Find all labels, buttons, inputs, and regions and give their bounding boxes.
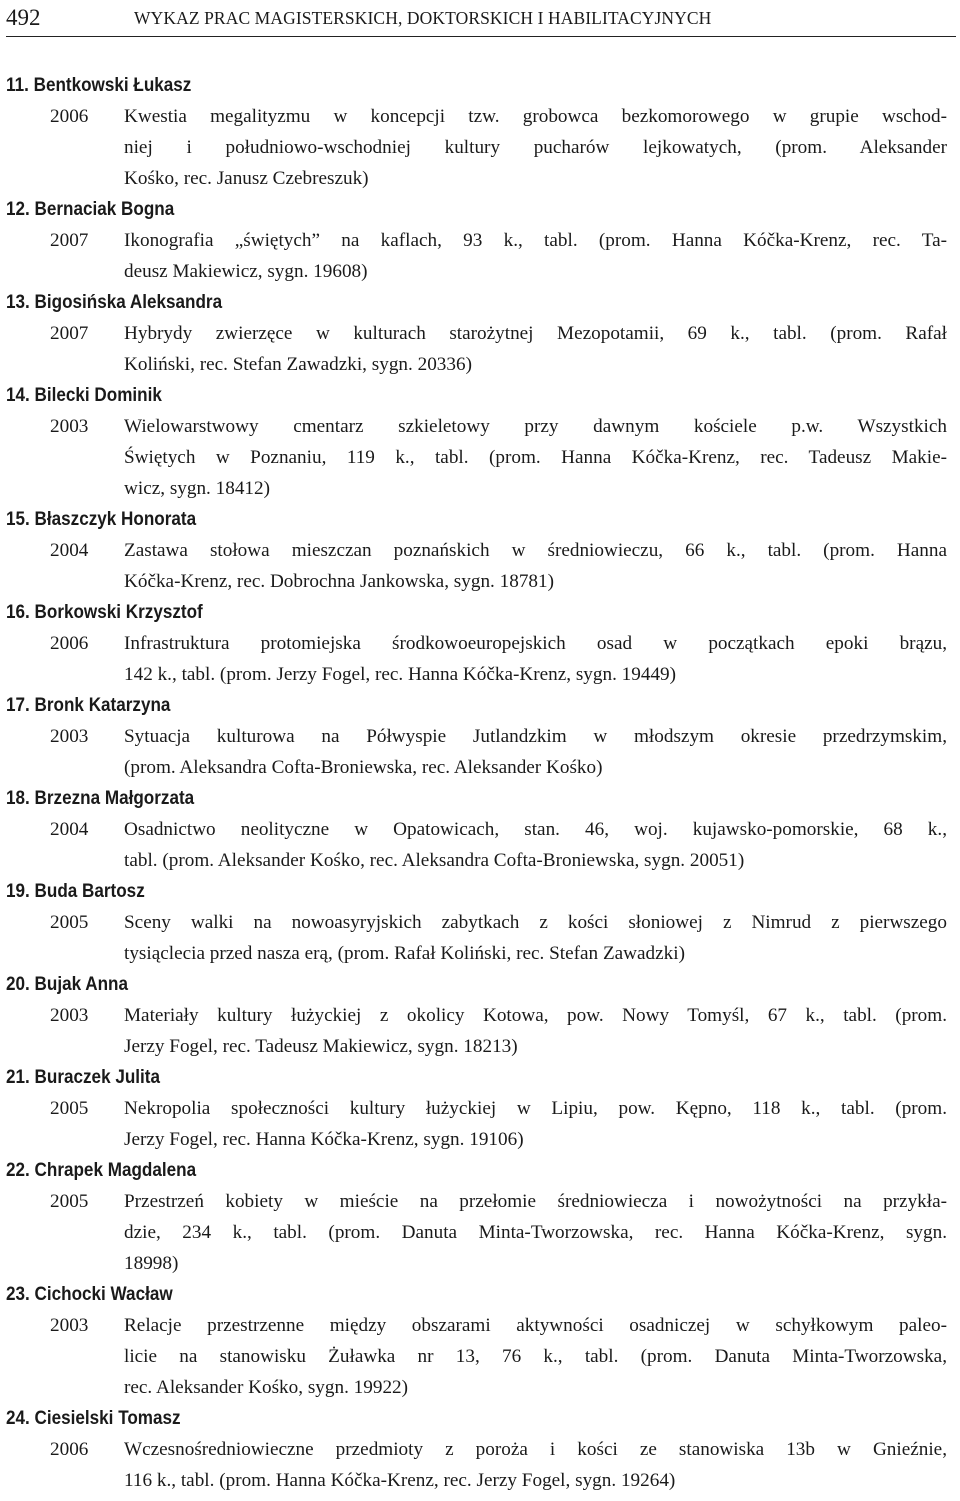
thesis-year: 2006 — [50, 1439, 89, 1460]
entry-author — [6, 1279, 861, 1310]
thesis-record — [6, 225, 956, 287]
entry-number: 24. — [6, 1408, 30, 1429]
thesis-record — [6, 1186, 956, 1279]
description-line: Infrastruktura protomiejska środkowoeuropejskich osad w początkach epoki brązu, — [124, 633, 947, 654]
entry-number: 14. — [6, 385, 30, 406]
thesis-record — [6, 1000, 956, 1062]
thesis-record — [6, 318, 956, 380]
list-item — [6, 1403, 956, 1496]
description-line: Przestrzeń kobiety w mieście na przełomie średniowiecza i nowożytności na przykła- — [124, 1191, 947, 1212]
description-line: licie na stanowisku Żuławka nr 13, 76 k., tabl. (prom. Danuta Minta-Tworzowska, — [124, 1346, 947, 1367]
description-line: Relacje przestrzenne między obszarami aktywności osadniczej w schyłkowym paleo- — [124, 1315, 947, 1336]
description-line: Ikonografia „świętych” na kaflach, 93 k., tabl. (prom. Hanna Kóčka-Krenz, rec. Ta- — [124, 230, 947, 251]
entry-author — [6, 1062, 861, 1093]
thesis-record — [6, 535, 956, 597]
entry-author — [6, 969, 861, 1000]
list-item — [6, 504, 956, 597]
thesis-description — [124, 411, 947, 504]
thesis-record — [6, 1434, 956, 1496]
author-name: Borkowski Krzysztof — [34, 602, 203, 623]
list-item — [6, 969, 956, 1062]
page-number: 492 — [6, 5, 41, 30]
entry-number: 15. — [6, 509, 30, 530]
thesis-description — [124, 101, 947, 194]
description-line: tabl. (prom. Aleksander Kośko, rec. Aleksandra Cofta-Broniewska, sygn. 20051) — [124, 850, 745, 871]
description-line: Świętych w Poznaniu, 119 k., tabl. (prom. Hanna Kóčka-Krenz, rec. Tadeusz Makie- — [124, 447, 947, 468]
list-item — [6, 70, 956, 194]
entry-author — [6, 876, 861, 907]
thesis-record — [6, 411, 956, 504]
author-name: Ciesielski Tomasz — [34, 1408, 181, 1429]
author-name: Bentkowski Łukasz — [33, 75, 192, 96]
list-item — [6, 194, 956, 287]
entry-author — [6, 597, 861, 628]
thesis-record — [6, 628, 956, 690]
entry-number: 19. — [6, 881, 30, 902]
entry-number: 16. — [6, 602, 30, 623]
thesis-year: 2003 — [50, 1315, 89, 1336]
entry-author — [6, 504, 861, 535]
thesis-description — [124, 535, 947, 597]
description-line: (prom. Aleksandra Cofta-Broniewska, rec. Aleksander Kośko) — [124, 757, 603, 778]
thesis-description — [124, 814, 947, 876]
description-line: Koliński, rec. Stefan Zawadzki, sygn. 20336) — [124, 354, 472, 375]
entry-number: 12. — [6, 199, 30, 220]
description-line: Kóčka-Krenz, rec. Dobrochna Jankowska, sygn. 18781) — [124, 571, 554, 592]
thesis-record — [6, 1093, 956, 1155]
entry-author — [6, 194, 861, 225]
author-name: Bilecki Dominik — [34, 385, 162, 406]
entry-number: 17. — [6, 695, 30, 716]
list-item — [6, 1279, 956, 1403]
description-line: 142 k., tabl. (prom. Jerzy Fogel, rec. Hanna Kóčka-Krenz, sygn. 19449) — [124, 664, 677, 685]
author-name: Błaszczyk Honorata — [34, 509, 197, 530]
description-line: Sceny walki na nowoasyryjskich zabytkach z kości słoniowej z Nimrud z pierwszego — [124, 912, 947, 933]
thesis-description — [124, 628, 947, 690]
thesis-record — [6, 721, 956, 783]
running-title: WYKAZ PRAC MAGISTERSKICH, DOKTORSKICH I HABILITACYJNYCH — [134, 8, 712, 28]
thesis-description — [124, 907, 947, 969]
author-name: Bernaciak Bogna — [34, 199, 175, 220]
author-name: Bronk Katarzyna — [34, 695, 171, 716]
description-line: Nekropolia społeczności kultury łużyckiej w Lipiu, pow. Kępno, 118 k., tabl. (prom. — [124, 1098, 947, 1119]
entry-author — [6, 783, 861, 814]
author-name: Buda Bartosz — [34, 881, 145, 902]
thesis-year: 2004 — [50, 540, 89, 561]
description-line: Hybrydy zwierzęce w kulturach starożytnej Mezopotamii, 69 k., tabl. (prom. Rafał — [124, 323, 947, 344]
description-line: Jerzy Fogel, rec. Tadeusz Makiewicz, sygn. 18213) — [124, 1036, 518, 1057]
thesis-year: 2006 — [50, 633, 89, 654]
list-item — [6, 597, 956, 690]
thesis-year: 2006 — [50, 106, 89, 127]
entry-author — [6, 287, 861, 318]
author-name: Buraczek Julita — [34, 1067, 160, 1088]
entry-author — [6, 70, 861, 101]
author-name: Bujak Anna — [34, 974, 128, 995]
description-line: Sytuacja kulturowa na Półwyspie Jutlandzkim w młodszym okresie przedrzymskim, — [124, 726, 947, 747]
entry-number: 22. — [6, 1160, 30, 1181]
description-line: Materiały kultury łużyckiej z okolicy Kotowa, pow. Nowy Tomyśl, 67 k., tabl. (prom. — [124, 1005, 947, 1026]
description-line: 116 k., tabl. (prom. Hanna Kóčka-Krenz, rec. Jerzy Fogel, sygn. 19264) — [124, 1470, 676, 1491]
description-line: Zastawa stołowa mieszczan poznańskich w średniowieczu, 66 k., tabl. (prom. Hanna — [124, 540, 947, 561]
thesis-year: 2003 — [50, 726, 89, 747]
description-line: niej i południowo-wschodniej kultury pucharów lejkowatych, (prom. Aleksander — [124, 137, 947, 158]
thesis-year: 2005 — [50, 912, 89, 933]
thesis-description — [124, 318, 947, 380]
entry-number: 11. — [6, 75, 29, 96]
thesis-record — [6, 814, 956, 876]
list-item — [6, 690, 956, 783]
description-line: Osadnictwo neolityczne w Opatowicach, stan. 46, woj. kujawsko-pomorskie, 68 k., — [124, 819, 947, 840]
description-line: tysiąclecia przed nasza erą, (prom. Rafał Koliński, rec. Stefan Zawadzki) — [124, 943, 685, 964]
description-line: Wielowarstwowy cmentarz szkieletowy przy dawnym kościele p.w. Wszystkich — [124, 416, 947, 437]
thesis-description — [124, 1434, 947, 1496]
page-header — [6, 0, 956, 37]
author-name: Brzezna Małgorzata — [34, 788, 195, 809]
entry-author — [6, 1155, 861, 1186]
thesis-description — [124, 721, 947, 783]
author-name: Bigosińska Aleksandra — [34, 292, 223, 313]
thesis-year: 2007 — [50, 323, 89, 344]
description-line: Kwestia megalityzmu w koncepcji tzw. grobowca bezkomorowego w grupie wschod- — [124, 106, 947, 127]
description-line: Wczesnośredniowieczne przedmioty z poroża i kości ze stanowiska 13b w Gnieźnie, — [124, 1439, 947, 1460]
list-item — [6, 287, 956, 380]
description-line: Jerzy Fogel, rec. Hanna Kóčka-Krenz, sygn. 19106) — [124, 1129, 524, 1150]
thesis-year: 2005 — [50, 1098, 89, 1119]
thesis-year: 2003 — [50, 1005, 89, 1026]
author-name: Chrapek Magdalena — [34, 1160, 197, 1181]
thesis-year: 2005 — [50, 1191, 89, 1212]
thesis-description — [124, 1093, 947, 1155]
description-line: dzie, 234 k., tabl. (prom. Danuta Minta-Tworzowska, rec. Hanna Kóčka-Krenz, sygn. — [124, 1222, 947, 1243]
thesis-year: 2003 — [50, 416, 89, 437]
list-item — [6, 380, 956, 504]
entry-number: 21. — [6, 1067, 30, 1088]
entry-number: 13. — [6, 292, 30, 313]
entry-author — [6, 380, 861, 411]
list-item — [6, 1155, 956, 1279]
thesis-record — [6, 101, 956, 194]
description-line: wicz, sygn. 18412) — [124, 478, 271, 499]
description-line: 18998) — [124, 1253, 179, 1274]
thesis-description — [124, 1186, 947, 1279]
thesis-year: 2004 — [50, 819, 89, 840]
thesis-record — [6, 907, 956, 969]
entry-number: 23. — [6, 1284, 30, 1305]
entry-author — [6, 1403, 861, 1434]
description-line: deusz Makiewicz, sygn. 19608) — [124, 261, 368, 282]
list-item — [6, 876, 956, 969]
thesis-list — [6, 70, 956, 1496]
entry-number: 20. — [6, 974, 30, 995]
description-line: Kośko, rec. Janusz Czebreszuk) — [124, 168, 369, 189]
list-item — [6, 1062, 956, 1155]
thesis-description — [124, 1000, 947, 1062]
thesis-description — [124, 1310, 947, 1403]
entry-number: 18. — [6, 788, 30, 809]
entry-author — [6, 690, 861, 721]
thesis-year: 2007 — [50, 230, 89, 251]
description-line: rec. Aleksander Kośko, sygn. 19922) — [124, 1377, 409, 1398]
list-item — [6, 783, 956, 876]
thesis-record — [6, 1310, 956, 1403]
thesis-description — [124, 225, 947, 287]
author-name: Cichocki Wacław — [34, 1284, 173, 1305]
